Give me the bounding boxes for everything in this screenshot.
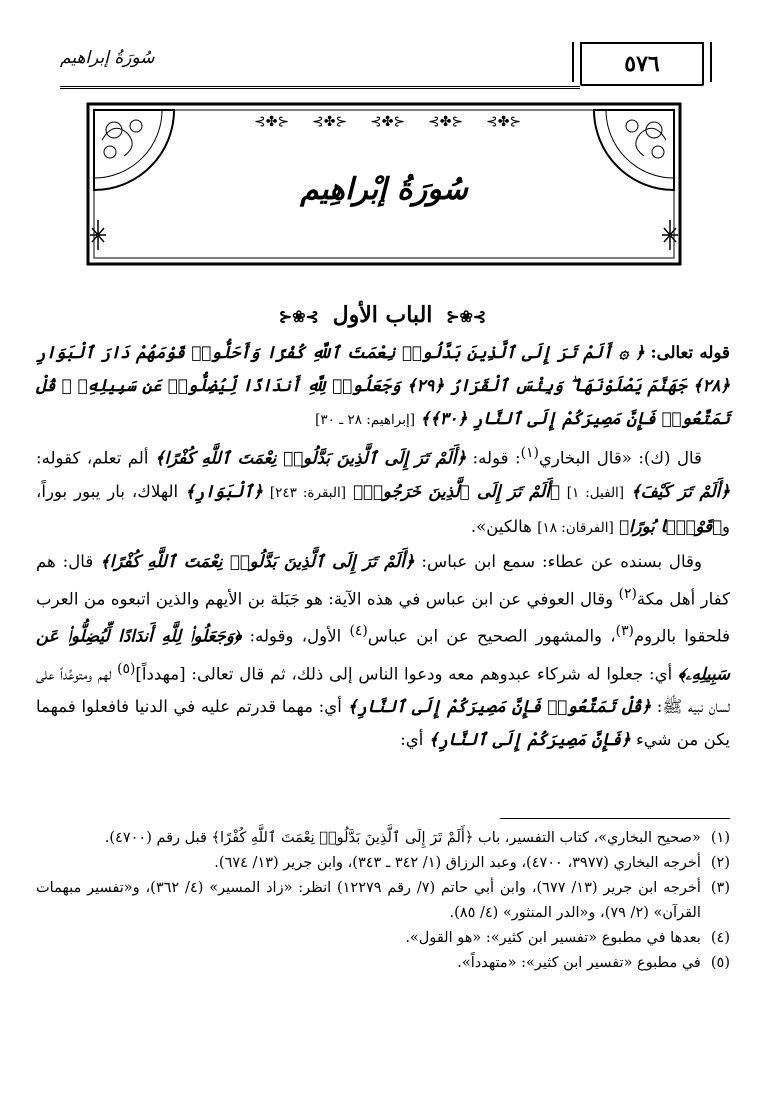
text-span: وقال بسنده عن عطاء: سمع ابن عباس:	[421, 551, 702, 571]
svg-text:⊰✤⊱: ⊰✤⊱	[370, 114, 406, 130]
text-span: : قوله:	[472, 448, 521, 468]
text-span: قال (ك): «قال البخاري	[538, 448, 702, 468]
quran-quote: ﴿وَجَعَلُوا۟ لِلَّهِ أَندَادًا لِّيُضِلُّوا۟ عَن سَبِيلِهِۦ﴾	[36, 625, 730, 684]
text-span: الهلاك، بار يبور بوراً، و	[36, 481, 730, 536]
quran-quote: ﴿فَإِنَّ مَصِيرَكُمْ إِلَى ٱلنَّارِ﴾	[428, 729, 631, 750]
page-number: ٥٧٦	[580, 42, 704, 86]
header-rule	[60, 86, 580, 89]
footnote-text: بعدها في مطبوع «تفسير ابن كثير»: «هو القول».	[405, 930, 701, 946]
text-span: ألم تعلم، كقوله:	[36, 448, 149, 468]
footnote-marker: (٤)	[349, 623, 368, 640]
footnote	[36, 826, 730, 851]
footnote-marker: (٢)	[618, 585, 637, 602]
running-title: سُورَةُ إبراهيم	[60, 48, 155, 68]
quran-quote: ﴿قُلْ تَمَتَّعُوا۟ فَإِنَّ مَصِيرَكُمْ إِلَى ٱلنَّارِ﴾	[347, 696, 652, 717]
quran-verse: ﴿ ۞ أَلَمْ تَرَ إِلَى ٱلَّذِينَ بَدَّلُوا۟ نِعْمَتَ ٱللَّهِ كُفْرًا وَأَحَلُّوا۟ قَوْمَهُمْ دَارَ ٱلْبَوَارِ ﴿٢٨﴾ جَهَنَّمَ يَصْلَوْنَهَا ۖ وَبِئْسَ ٱلْقَرَارُ ﴿٢٩﴾ وَجَعَلُوا۟ لِلَّهِ أَندَادًا لِّيُضِلُّوا۟ عَن سَبِيلِهِۦ ۗ قُلْ تَمَتَّعُوا۟ فَإِنَّ مَصِيرَكُمْ إِلَى ٱلنَّارِ ﴿٣٠﴾﴾	[36, 342, 730, 428]
footnote-number: (٤)	[710, 930, 730, 946]
quran-quote: ﴿أَلَمْ تَرَ كَيْفَ﴾	[631, 480, 730, 501]
footnote-number: (٢)	[710, 855, 730, 871]
verse-reference: [الفرقان: ١٨]	[537, 519, 614, 536]
quran-quote: ﴿أَلَمْ تَرَ إِلَى ٱلَّذِينَ خَرَجُوا۟﴾	[352, 480, 560, 501]
footnote-text: أخرجه ابن جرير (١٣/ ٦٧٧)، وابن أبي حاتم (٧/ رقم ١٢٢٧٩) انظر: «زاد المسير» (٤/ ٣٦٢)، و«تفسير مبهمات القرآن» (٢/ ٧٩)، و«الدر المنثور» (٤/ ٨٥).	[36, 880, 701, 921]
body-text	[36, 336, 730, 756]
footnote	[36, 951, 730, 976]
footnote-number: (٥)	[710, 955, 730, 971]
page-header	[60, 38, 700, 88]
quran-quote: ﴿أَلَمْ تَرَ إِلَى ٱلَّذِينَ بَدَّلُوا۟ نِعْمَتَ ٱللَّهِ كُفْرًا﴾	[100, 550, 415, 571]
footnote-separator	[500, 818, 730, 819]
footnote-text: «صحيح البخاري»، كتاب التفسير، باب ﴿أَلَمْ تَرَ إِلَى ٱلَّذِينَ بَدَّلُوا۟ نِعْمَتَ ٱللَّهِ كُفْرًا﴾ قبل رقم (٤٧٠٠).	[104, 830, 701, 846]
text-span: الأول، وقوله:	[249, 626, 342, 646]
verse-intro: قوله تعالى:	[650, 342, 730, 362]
text-span: قال: هم كفار أهل مكة	[36, 551, 731, 609]
quran-quote: ﴿قَوْمًۢا بُورًا﴾	[619, 515, 722, 536]
svg-text:⊰✤⊱: ⊰✤⊱	[312, 114, 348, 130]
text-span: لهم ومتوعِّداً على لسان نبيه ﷺ:	[36, 664, 730, 717]
svg-text:⊰✤⊱: ⊰✤⊱	[428, 114, 464, 130]
footnotes	[36, 826, 730, 976]
footnote	[36, 851, 730, 876]
footnote-number: (٣)	[710, 880, 730, 896]
verse-reference: [الفيل: ١]	[566, 484, 625, 501]
footnote	[36, 876, 730, 926]
svg-text:⊰✤⊱: ⊰✤⊱	[254, 114, 290, 130]
chapter-heading	[0, 302, 765, 328]
footnote-text: في مطبوع «تفسير ابن كثير»: «متهدداً».	[457, 955, 701, 971]
quran-quote: ﴿أَلَمْ تَرَ إِلَى ٱلَّذِينَ بَدَّلُوا۟ نِعْمَتَ ٱللَّهِ كُفْرًا﴾	[154, 447, 467, 468]
footnote-marker: (١)	[520, 445, 539, 461]
verse-reference: [إبراهيم: ٢٨ ـ ٣٠]	[315, 412, 415, 428]
text-span: ، والمشهور الصحيح عن ابن عباس	[367, 626, 616, 646]
svg-text:⊰✤⊱: ⊰✤⊱	[486, 114, 522, 130]
text-span: أي: جعلوا له شركاء عبدوهم معه ودعوا الناس إلى ذلك، ثم قال تعالى: [مهدداً]	[135, 664, 673, 684]
paragraph-ata	[36, 545, 730, 757]
footnote-marker: (٣)	[615, 623, 634, 640]
footnote-text: أخرجه البخاري (٣٩٧٧، ٤٧٠٠)، وعبد الرزاق (١/ ٣٤٢ ـ ٣٤٣)، وابن جرير (١٣/ ٦٧٤).	[214, 855, 701, 871]
surah-title: سُورَةُ إبْراهِيم	[300, 172, 468, 207]
paragraph-verse	[36, 336, 730, 437]
text-span: هالكين».	[470, 516, 532, 536]
quran-quote: ﴿ٱلْبَوَارِ﴾	[185, 480, 263, 501]
footnote	[36, 926, 730, 951]
text-span: وقال العوفي عن ابن عباس في هذه الآية: هو جَبَلة بن الأيهم والذين اتبعوه من العرب فلحقوا بالروم	[36, 589, 731, 646]
chapter-title: الباب الأول	[332, 302, 433, 328]
ornament-left-icon: ⊱❀⊰	[278, 307, 319, 326]
paragraph-bukhari	[36, 437, 730, 545]
verse-reference: [البقرة: ٢٤٣]	[269, 484, 346, 501]
ornament-right-icon: ⊱❀⊰	[446, 307, 487, 326]
footnote-marker: (٥)	[117, 660, 136, 677]
text-span: أي: مهما قدرتم عليه في الدنيا فافعلوا فمهما يكن من شيء	[36, 697, 730, 750]
surah-banner	[84, 100, 684, 270]
text-span: أي:	[400, 730, 424, 750]
footnote-number: (١)	[710, 830, 730, 846]
